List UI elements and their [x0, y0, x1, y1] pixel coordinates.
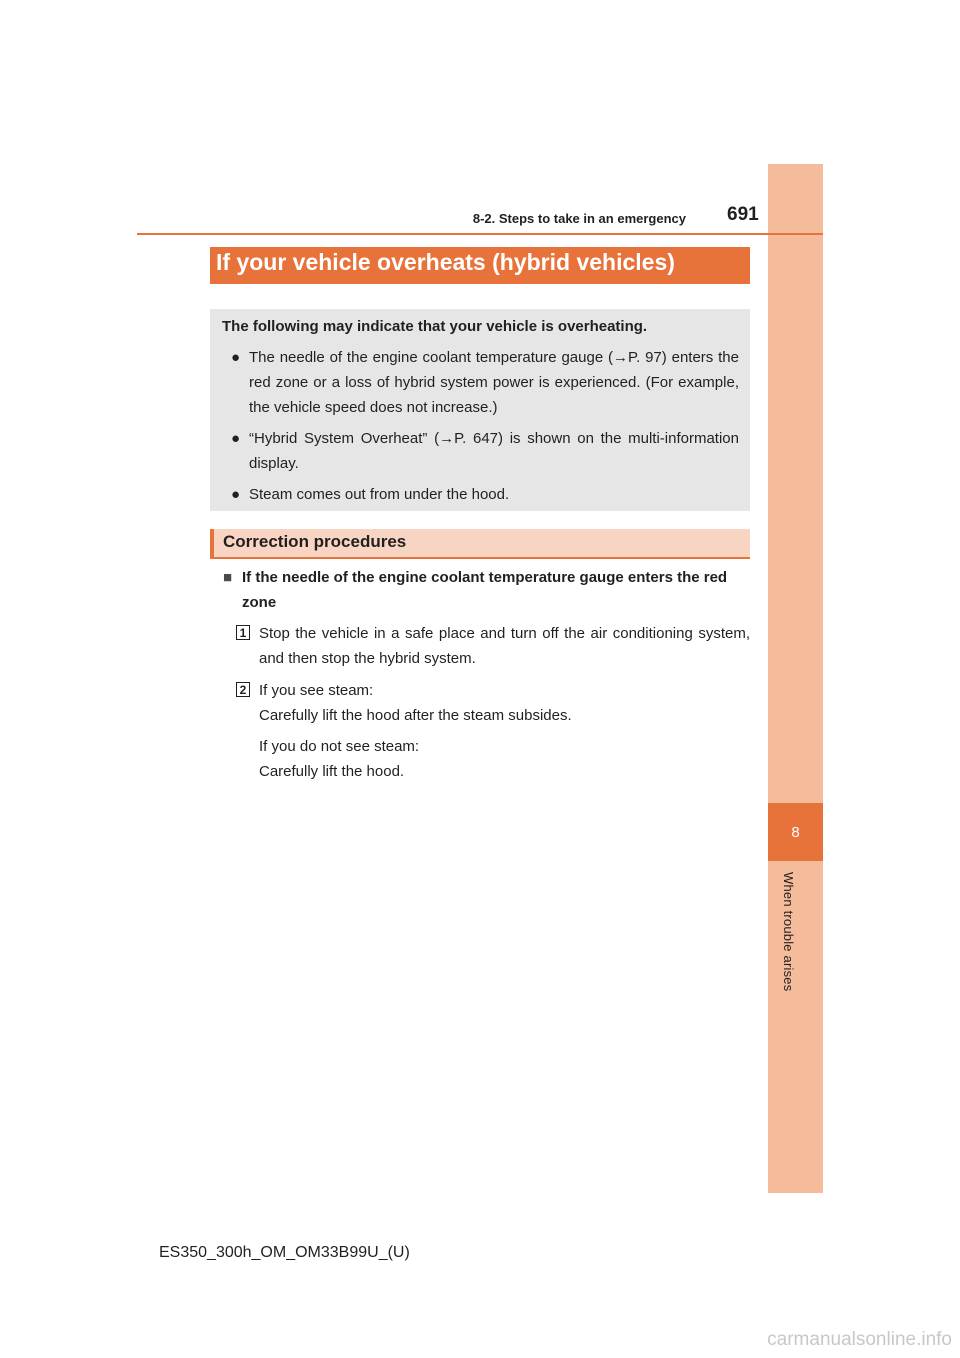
subheading-line-1: If the needle of the engine coolant temperature gauge enters the red	[242, 569, 728, 586]
step-text: If you see steam:	[259, 682, 374, 699]
symptoms-intro: The following may indicate that your vehicle is overheating.	[222, 318, 648, 335]
watermark: carmanualsonline.info	[767, 1329, 952, 1350]
square-bullet-icon: ■	[223, 569, 233, 586]
symptom-text: “Hybrid System Overheat” (→P. 647) is shown on the multi-information display.	[249, 430, 739, 472]
symptom-item	[222, 482, 739, 507]
page-number: 691	[727, 204, 759, 225]
step-number-badge: 1	[236, 625, 250, 640]
subheading-line-2: zone	[242, 594, 277, 611]
step-2	[236, 678, 750, 784]
correction-heading: Correction procedures	[210, 529, 750, 559]
side-tab-label: When trouble arises	[781, 872, 796, 992]
correction-subheading	[223, 565, 750, 615]
side-tab-number: 8	[768, 803, 823, 861]
header-section-title: 8-2. Steps to take in an emergency	[472, 211, 686, 226]
step-1	[236, 621, 750, 677]
bullet-icon: ●	[231, 349, 241, 366]
header-rule	[137, 233, 823, 235]
symptoms-box	[210, 309, 750, 511]
bullet-icon: ●	[231, 486, 241, 503]
symptom-text: The needle of the engine coolant temperature gauge (→P. 97) enters the red zone or a loss of hybrid system power is experienced. (For example, the vehicle speed does not increase.)	[249, 349, 739, 416]
side-tab	[768, 164, 823, 1193]
page-title: If your vehicle overheats (hybrid vehicles)	[210, 247, 750, 284]
footer-doc-id: ES350_300h_OM_OM33B99U_(U)	[159, 1244, 410, 1261]
step-text: Carefully lift the hood after the steam subsides.	[259, 707, 572, 724]
step-text: Stop the vehicle in a safe place and turn off the air conditioning system, and then stop the hybrid system.	[259, 625, 750, 667]
step-number-badge: 2	[236, 682, 250, 697]
symptom-text: Steam comes out from under the hood.	[249, 486, 510, 503]
step-text: If you do not see steam:	[259, 738, 420, 755]
bullet-icon: ●	[231, 430, 241, 447]
symptom-item	[222, 345, 739, 420]
symptom-item	[222, 426, 739, 476]
step-text: Carefully lift the hood.	[259, 763, 405, 780]
